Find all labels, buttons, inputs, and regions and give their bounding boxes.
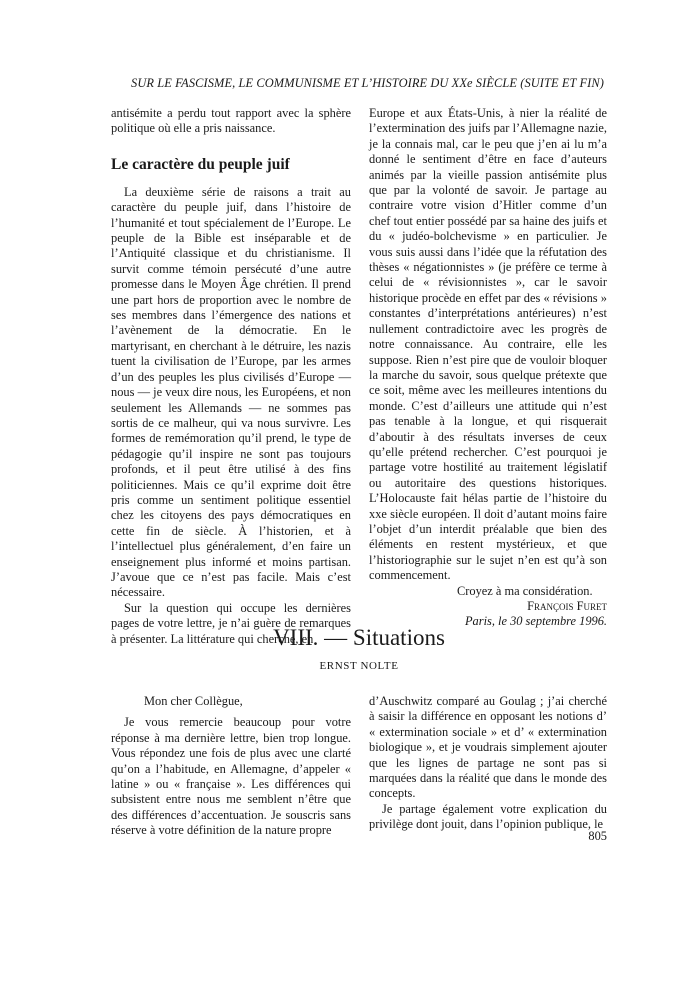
running-head: SUR LE FASCISME, LE COMMUNISME ET L’HISTOIRE DU XXe SIÈCLE (SUITE ET FIN) [131, 76, 604, 90]
chapter-title: VIII. — Situations [273, 625, 445, 650]
column-bottom-right [369, 694, 607, 833]
salutation: Mon cher Collègue, [144, 694, 243, 708]
paragraph: Je vous remercie beaucoup pour votre réponse à ma dernière lettre, bien trop longue. Vous répondez une fois de plus avec une clarté qu’on a l’habitude, en Allemagne, d’appeler « latine » ou « française ». Les différences qui subsistent entre nous me semblent n’être que des différences d’accentuation. Je souscris sans réserve à votre définition de la nature propre [111, 715, 351, 838]
letter-closing: Croyez à ma considération. [457, 583, 593, 598]
letter-date: Paris, le 30 septembre 1996. [464, 614, 607, 629]
paragraph: antisémite a perdu tout rapport avec la sphère politique où elle a pris naissance. [111, 106, 351, 136]
signature: François Furet [527, 599, 607, 613]
column-top-left [111, 106, 351, 647]
chapter-author: ERNST NOLTE [319, 660, 399, 672]
column-top-right [369, 106, 607, 630]
paragraph: Je partage également votre explication du privilège dont jouit, dans l’opinion publique, le [369, 801, 607, 832]
section-heading: Le caractère du peuple juif [111, 155, 290, 173]
paragraph: Sur la question qui occupe les dernières pages de votre lettre, je n’ai guère de remarques à présenter. La littérature qui cherche, en [111, 600, 351, 646]
paragraph: d’Auschwitz comparé au Goulag ; j’ai cherché à saisir la différence en opposant les notions d’ « extermination sociale » et d’ « extermination biologique », et je voudrais simplement ajouter que les lignes de partage ne sont pas si marquées dans la réalité que dans le monde des concepts. [369, 694, 607, 801]
page-number: 805 [588, 829, 607, 843]
paragraph: Europe et aux États-Unis, à nier la réalité de l’extermination des juifs par l’Allemagne nazie, je la connais mal, car le peu que j’en ai lu m’a donné le sentiment d’être en face d’auteurs animés par la vieille passion antisémite plus que par la volonté de savoir. Je partage au contraire votre vision d’Hitler comme d’un chef tout entier possédé par sa haine des juifs et du « judéo-bolchevisme » en particulier. Je vous suis aussi dans l’idée que la réfutation des thèses « négationnistes » (je préfère ce terme à celui de « révisionnistes », car le savoir historique procède en effet par des « révisions » constantes d’interprétations antérieures) n’est nullement contradictoire avec les progrès de notre connaissance. Au contraire, elle les suppose. Rien n’est pire que de vouloir bloquer la marche du savoir, sous quelque prétexte que ce soit, même avec les meilleures intentions du monde. C’est d’ailleurs une attitude qui n’est pas tenable à la longue, et qui risquerait d’aboutir à des résultats inverses de ceux qu’elle prétend rechercher. C’est pourquoi je partage votre hostilité au traitement législatif ou autoritaire des questions historiques. L’Holocauste fait hélas partie de l’histoire du xxe siècle européen. Il doit d’autant moins faire l’objet d’un interdit préalable que bien des éléments en restent mystérieux, et que l’historiographie sur le sujet n’en est qu’à son commencement. [369, 106, 607, 583]
paragraph: La deuxième série de raisons a trait au caractère du peuple juif, dans l’histoire de l’humanité et tout spécialement de l’Europe. Le peuple de la Bible est inséparable et de l’Antiquité classique et du christianisme. Il survit comme témoin persécuté d’une autre promesse dans le Moyen Âge chrétien. Il prend une part hors de proportion avec le nombre de ses membres dans l’émergence des nations et l’avènement de la démocratie. En le martyrisant, en cherchant à le détruire, les nazis tuent la civilisation de l’Europe, par les armes d’un des peuples les plus civilisés d’Europe — nous — je veux dire nous, les Européens, et non seulement les Allemands — ne sommes pas sortis de ce malheur, qui va nous survivre. Les formes de remémoration qu’il prend, le type de pédagogie qu’il inspire ne sont pas toujours profonds, et il peut être utilisé à des fins politiciennes. Mais ce qu’il exprime doit être pris comme un sentiment politique essentiel chez les citoyens des pays démocratiques en cette fin de siècle. À l’historien, et à l’intellectuel plus généralement, d’en faire un enseignement plus informé et moins partisan. J’avoue que ce n’est pas facile. Mais c’est nécessaire. [111, 184, 351, 600]
column-bottom-left [111, 694, 351, 839]
